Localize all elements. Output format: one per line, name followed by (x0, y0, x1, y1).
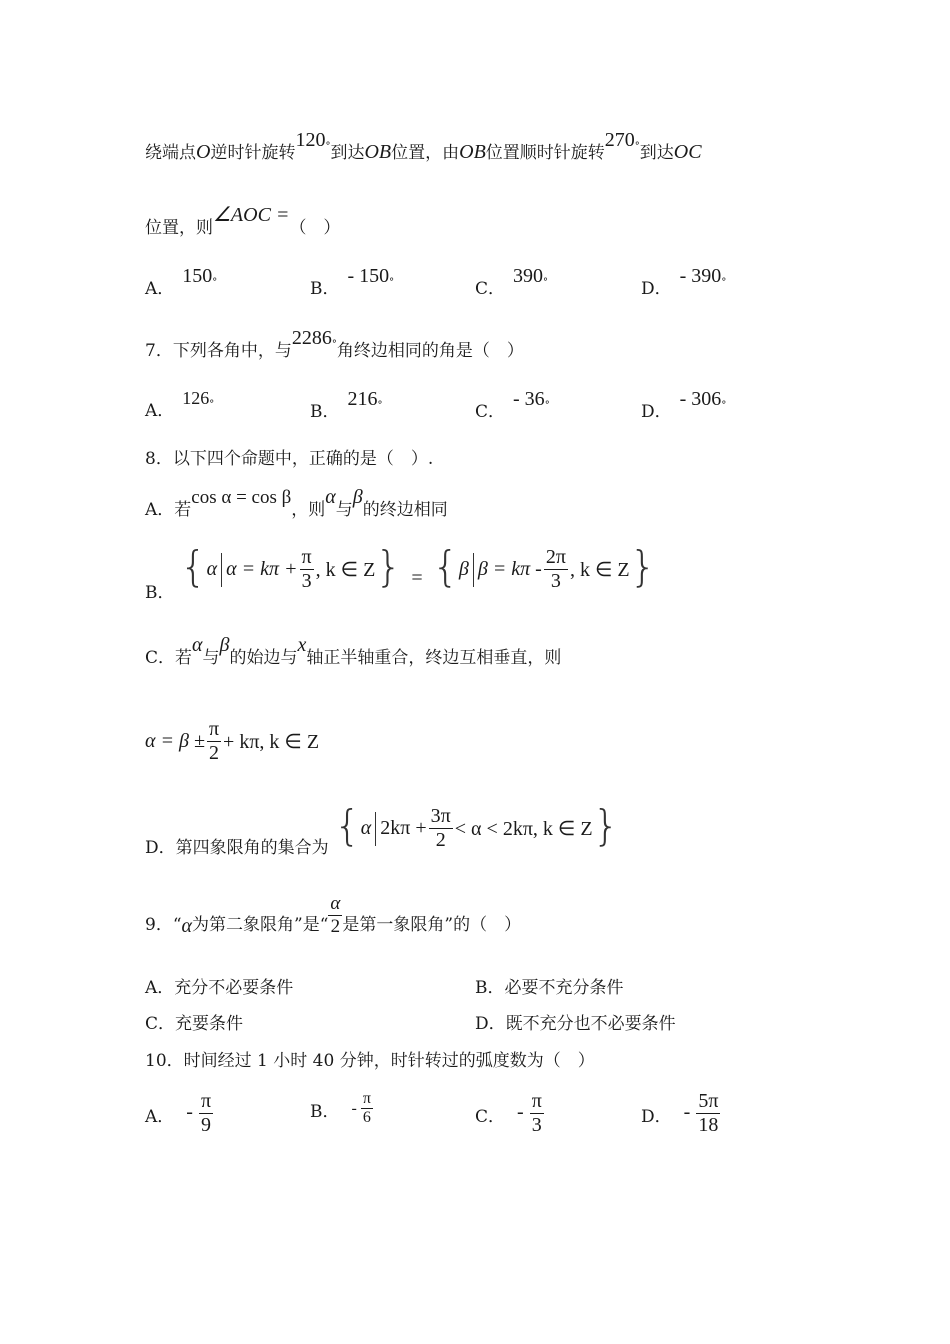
q6-line1 (145, 129, 702, 163)
q8-option-c-formula: α = β ± $\frac{\pi}{2}$ + kπ, k ∈ Z (145, 718, 320, 764)
angle-270: 270 (604, 129, 635, 151)
q8-option-d[interactable]: D．第四象限角的集合为 { α 2kπ + $\frac{3\pi}{2}$ < α < 2kπ, k ∈ Z } (145, 801, 620, 858)
degree: ° (325, 141, 331, 152)
q8-stem: 8．以下四个命题中，正确的是（ ）. (145, 449, 434, 469)
q9-option-a[interactable]: A．充分不必要条件 (145, 978, 294, 998)
q10-option-d[interactable]: D． - $\frac{5\pi}{18}$ (641, 1090, 719, 1136)
q8-option-a[interactable]: A．若cos α = cos β，则α与β的终边相同 (145, 486, 448, 520)
q10-option-a[interactable]: A． - $\frac{\pi}{9}$ (145, 1090, 212, 1136)
ray-oc: OC (673, 141, 702, 163)
text: 到达 (330, 143, 365, 163)
text: 到达 (639, 143, 674, 163)
q6-line2 (145, 204, 341, 238)
set-b-right: { β β = kπ - $\frac{2\pi}{3}$ , k ∈ Z } (432, 542, 657, 592)
q6-option-d[interactable]: D．- 390° (641, 265, 727, 299)
q9-option-d[interactable]: D．既不充分也不必要条件 (475, 1014, 676, 1034)
q7-option-b[interactable]: B．216° (310, 388, 383, 422)
degree: ° (634, 141, 640, 152)
q7-stem: 7．下列各角中，与2286°角终边相同的角是（ ） (145, 327, 524, 361)
ray-ob: OB (364, 141, 392, 163)
q6-option-a[interactable]: A．150° (145, 265, 218, 299)
text: 位置，则 (145, 218, 213, 238)
q9-stem: 9．“α为第二象限角”是“ $\frac{\alpha}{2}$ 是第一象限角”的（ ） (145, 893, 522, 937)
point-o: O (196, 141, 211, 163)
text: 位置顺时针旋转 (485, 143, 605, 163)
q8-option-c[interactable]: C．若α与β的始边与x轴正半轴重合，终边互相垂直，则 (145, 634, 562, 668)
q9-option-b[interactable]: B．必要不充分条件 (475, 978, 624, 998)
q9-option-c[interactable]: C．充要条件 (145, 1014, 244, 1034)
q10-stem: 10．时间经过 1 小时 40 分钟，时针转过的弧度数为（ ） (145, 1051, 595, 1071)
q10-option-b[interactable]: B． - $\frac{\pi}{6}$ (310, 1090, 371, 1126)
text: 位置，由 (391, 143, 460, 163)
set-d: { α 2kπ + $\frac{3\pi}{2}$ < α < 2kπ, k ∈ Z } (334, 801, 620, 851)
q7-option-d[interactable]: D．- 306° (641, 388, 727, 422)
answer-paren: （ ） (289, 218, 341, 238)
cos-equation: cos α = cos β (191, 487, 292, 508)
text: 逆时针旋转 (210, 143, 296, 163)
q7-option-a[interactable]: A．126° (145, 388, 215, 421)
q6-option-c[interactable]: C．390° (475, 265, 549, 299)
angle-2286: 2286 (291, 327, 332, 349)
text: 绕端点 (145, 143, 196, 163)
angle-aoc: ∠AOC = (213, 204, 290, 226)
set-b-left: { α α = kπ + $\frac{\pi}{3}$ , k ∈ Z } (179, 542, 403, 592)
q6-option-b[interactable]: B．- 150° (310, 265, 395, 299)
ray-ob: OB (459, 141, 486, 163)
q8-option-b[interactable]: B． { α α = kπ + $\frac{\pi}{3}$ , k ∈ Z } = { β β = kπ - $\frac{2\pi}{3}$ , k ∈ Z } (145, 542, 657, 603)
angle-120: 120 (295, 129, 326, 151)
q10-option-c[interactable]: C． - $\frac{\pi}{3}$ (475, 1090, 542, 1136)
q7-option-c[interactable]: C．- 36° (475, 388, 550, 422)
